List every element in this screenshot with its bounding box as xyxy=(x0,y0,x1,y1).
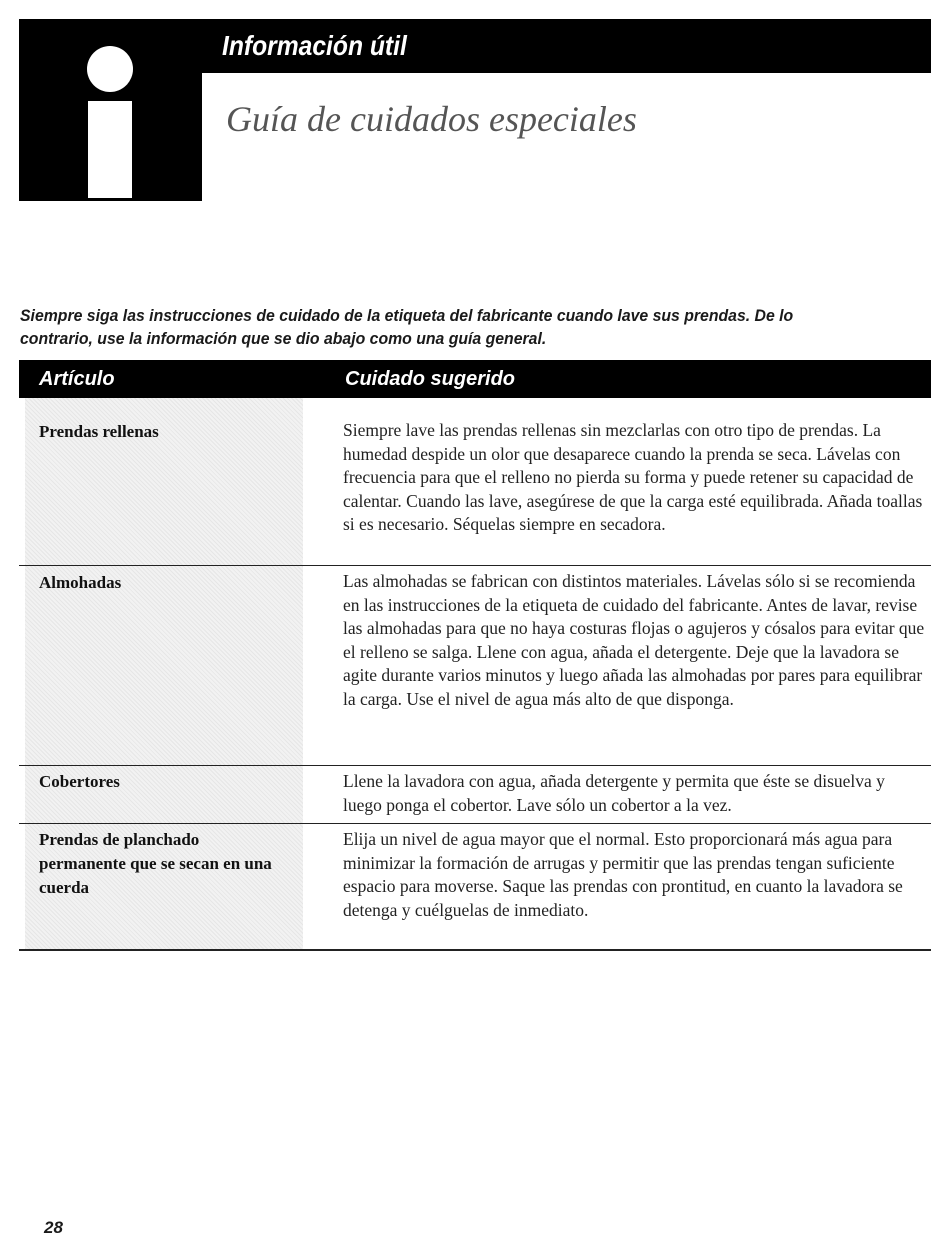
item-care: Las almohadas se fabrican con distintos materiales. Lávelas sólo si se recomienda en las instrucciones de la etiqueta de cuidado del fabricante. Antes de lavar, revise las almohadas para que no haya costuras flojas o agujeros y cósalos para evitar que el relleno se salga. Llene con agua, añada el detergente. Deje que la lavadora se agite durante varios minutos y luego añada las almohadas por pares para equilibrar la carga. Use el nivel de agua más alto de que disponga. xyxy=(343,571,925,709)
item-name: Prendas rellenas xyxy=(39,422,159,441)
table-row xyxy=(19,766,931,824)
page-number: 28 xyxy=(44,1218,63,1237)
item-cell-background xyxy=(25,566,303,765)
item-name: Prendas de planchado permanente que se secan en una cuerda xyxy=(39,830,272,897)
column-header-care: Cuidado sugerido xyxy=(345,368,515,390)
page-title: Guía de cuidados especiales xyxy=(226,99,637,139)
table-row xyxy=(19,398,931,566)
item-care: Llene la lavadora con agua, añada detergente y permita que éste se disuelva y luego ponga el cobertor. Lave sólo un cobertor a la vez. xyxy=(343,771,885,815)
item-name: Almohadas xyxy=(39,573,122,592)
info-i-icon xyxy=(87,46,133,92)
item-name: Cobertores xyxy=(39,772,120,791)
table-header xyxy=(19,360,931,398)
table-row xyxy=(19,566,931,766)
column-header-item: Artículo xyxy=(39,368,115,390)
info-icon-block xyxy=(19,19,202,201)
info-i-stem xyxy=(88,101,132,198)
intro-paragraph: Siempre siga las instrucciones de cuidado de la etiqueta del fabricante cuando lave sus prendas. De lo contrario, use la información que se dio abajo como una guía general. xyxy=(20,306,794,348)
item-care: Elija un nivel de agua mayor que el normal. Esto proporcionará más agua para minimizar la formación de arrugas y permitir que las prendas tengan suficiente espacio para moverse. Saque las prendas con prontitud, en cuanto la lavadora se detenga y cuélguelas de inmediato. xyxy=(343,829,903,920)
section-title: Información útil xyxy=(222,30,407,61)
table-row xyxy=(19,824,931,951)
item-care: Siempre lave las prendas rellenas sin mezclarlas con otro tipo de prendas. La humedad despide un olor que desaparece cuando la prenda se seca. Lávelas con frecuencia para que el relleno no pierda su forma y puede retener su capacidad de calentar. Cuando las lave, asegúrese de que la carga esté equilibrada. Añada toallas si es necesario. Séquelas siempre en secadora. xyxy=(343,420,923,535)
